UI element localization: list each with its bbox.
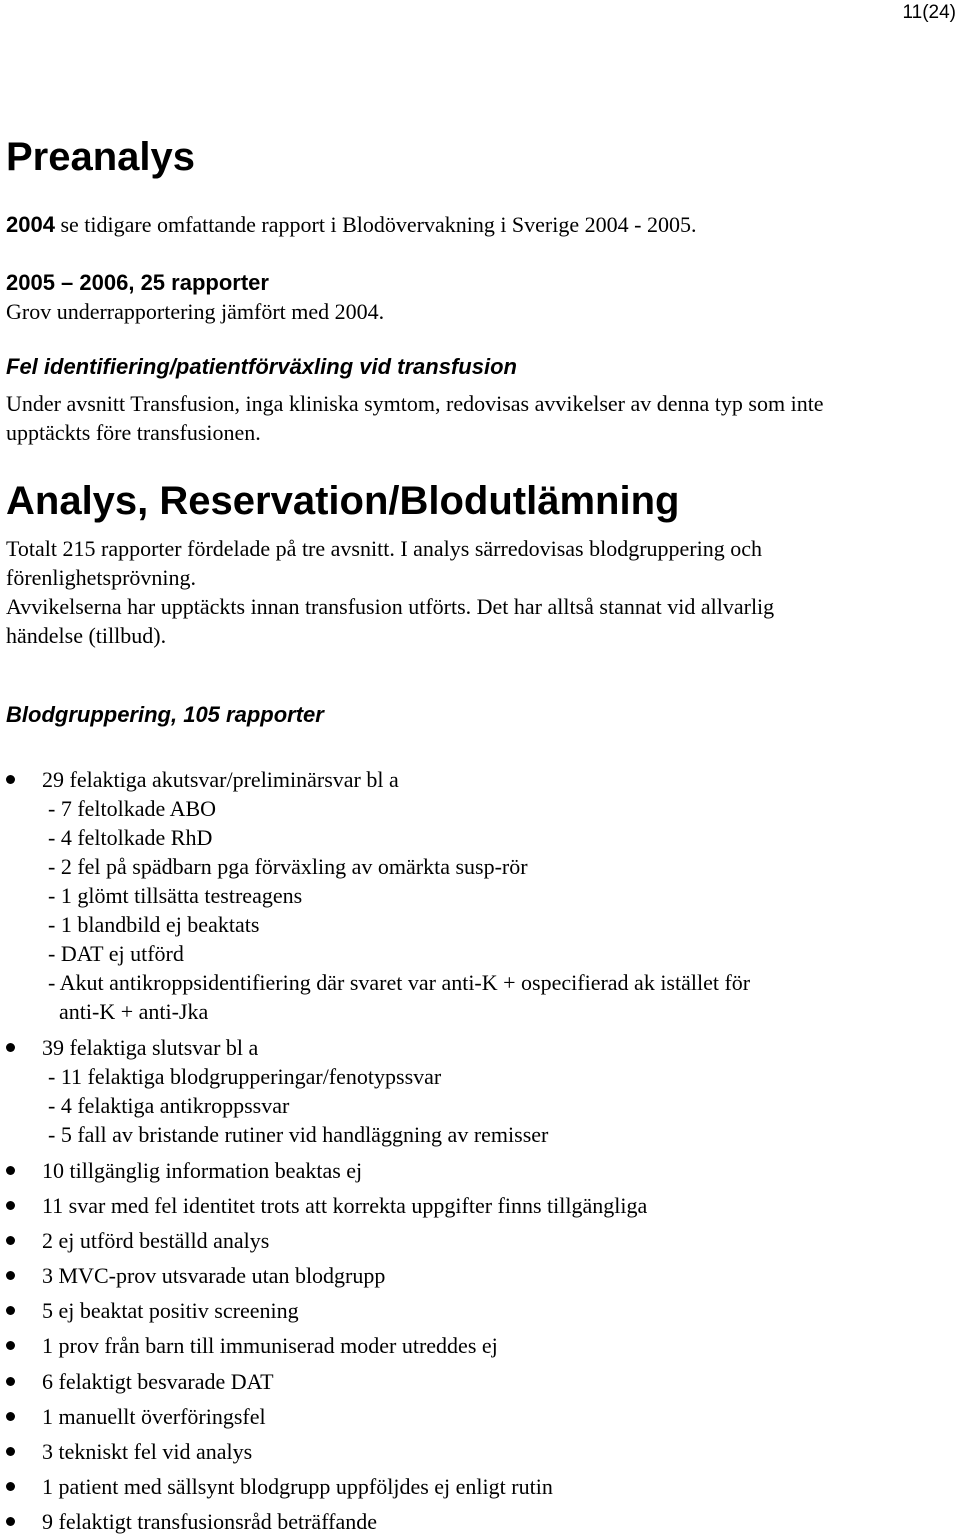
sub-list-item: - 5 fall av bristande rutiner vid handläggning av remisser [48, 1122, 549, 1147]
list-item: 2 ej utförd beställd analys [42, 1228, 270, 1253]
list-item: 1 patient med sällsynt blodgrupp uppföljdes ej enligt rutin [42, 1474, 553, 1499]
bullet-dot [6, 775, 15, 784]
section-text-line: Totalt 215 rapporter fördelade på tre avsnitt. I analys särredovisas blodgruppering och [6, 536, 762, 561]
list-item: 11 svar med fel identitet trots att korrekta uppgifter finns tillgängliga [42, 1193, 648, 1218]
sub-list-item: - 7 feltolkade ABO [48, 796, 217, 821]
list-item: 1 prov från barn till immuniserad moder utreddes ej [42, 1333, 498, 1358]
period-text: Grov underrapportering jämfört med 2004. [6, 299, 385, 324]
sub-list-item: anti-K + anti-Jka [48, 999, 209, 1024]
list-item: 10 tillgänglig information beaktas ej [42, 1158, 363, 1183]
period-heading: 2005 – 2006, 25 rapporter [6, 270, 269, 295]
bullet-dot [6, 1341, 15, 1350]
list-item: 3 tekniskt fel vid analys [42, 1439, 253, 1464]
bullet-dot [6, 1236, 15, 1245]
misidentification-heading: Fel identifiering/patientförväxling vid transfusion [6, 354, 517, 379]
misidentification-text-line1: Under avsnitt Transfusion, inga kliniska symtom, redovisas avvikelser av denna typ som inte [6, 391, 824, 416]
intro-text: se tidigare omfattande rapport i Blodövervakning i Sverige 2004 - 2005. [54, 212, 697, 237]
bullet-dot [6, 1517, 15, 1526]
misidentification-text-line2: upptäckts före transfusionen. [6, 420, 261, 445]
list-item: 39 felaktiga slutsvar bl a [42, 1035, 259, 1060]
sub-list-item: - 1 glömt tillsätta testreagens [48, 883, 303, 908]
bullet-dot [6, 1306, 15, 1315]
section-text-line: Avvikelserna har upptäckts innan transfusion utförts. Det har alltså stannat vid allvarlig [6, 594, 775, 619]
bullet-dot [6, 1201, 15, 1210]
bullet-dot [6, 1447, 15, 1456]
bullet-dot [6, 1271, 15, 1280]
intro-paragraph [6, 212, 696, 238]
sub-list-item: - Akut antikroppsidentifiering där svaret var anti-K + ospecifierad ak istället för [48, 970, 751, 995]
bullet-dot [6, 1166, 15, 1175]
list-item: 3 MVC-prov utsvarade utan blodgrupp [42, 1263, 386, 1288]
sub-list-item: - 11 felaktiga blodgrupperingar/fenotypssvar [48, 1064, 442, 1089]
list-item: 1 manuellt överföringsfel [42, 1404, 266, 1429]
list-item: 5 ej beaktat positiv screening [42, 1298, 299, 1323]
page-number: 11(24) [902, 2, 956, 23]
section-text-line: förenlighetsprövning. [6, 565, 197, 590]
bullet-dot [6, 1377, 15, 1386]
section-title: Analys, Reservation/Blodutlämning [6, 479, 680, 523]
sub-list-item: - 4 feltolkade RhD [48, 825, 213, 850]
sub-list-item: - DAT ej utförd [48, 941, 184, 966]
list-item: 9 felaktigt transfusionsråd beträffande [42, 1509, 377, 1534]
sub-list-item: - 4 felaktiga antikroppssvar [48, 1093, 290, 1118]
list-item: 29 felaktiga akutsvar/preliminärsvar bl a [42, 767, 399, 792]
bullet-dot [6, 1043, 15, 1052]
bullet-dot [6, 1482, 15, 1491]
blood-grouping-heading: Blodgruppering, 105 rapporter [6, 702, 324, 727]
page-title: Preanalys [6, 135, 196, 179]
bullet-dot [6, 1412, 15, 1421]
sub-list-item: - 2 fel på spädbarn pga förväxling av omärkta susp-rör [48, 854, 528, 879]
intro-year: 2004 [6, 212, 55, 237]
sub-list-item: - 1 blandbild ej beaktats [48, 912, 260, 937]
section-text-line: händelse (tillbud). [6, 623, 167, 648]
list-item: 6 felaktigt besvarade DAT [42, 1369, 274, 1394]
